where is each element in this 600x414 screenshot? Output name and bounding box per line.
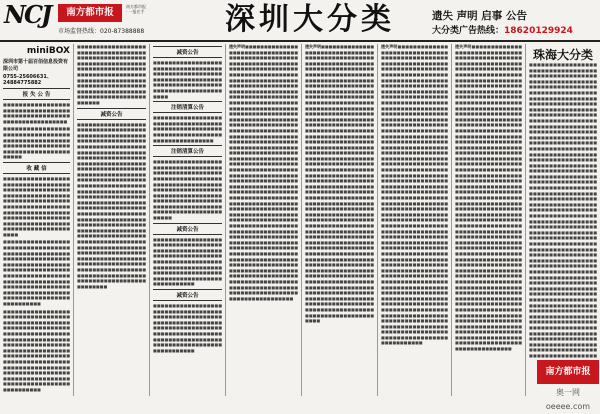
section-heading-liquidation: 注销清算公告 (153, 101, 222, 113)
item-heading-lost: 遗失声明 (455, 44, 472, 49)
column-text: ■■■■■■■■■■■■■■■■■■■■■■■■■■■■■■■■■■■■■■■■■■■■■■■■■■■■■■■■■■■■■■■■■■■■■■■■■■■■■■■■■■■■■■■■■■■■■■■■■■■■■■■■■■■■■■■■■■■■■■■■■■■■■■■■■■■■■■■■■■■■■■■■■■■■■■■■■■■■■■■■■■■■■■■■■■■■■■■■■■■■■■■■■ (153, 159, 222, 221)
column-2 (74, 44, 150, 396)
section-heading-capital-reduction: 减资公告 (153, 46, 222, 58)
section-heading-collect: 收 藏 信 (3, 162, 70, 174)
column-3 (150, 44, 226, 396)
column-zhuhai (526, 62, 600, 358)
column-text: ■■■■■■■■■■■■■■■■■■■■■■■■■■■■■■■■■■■■■■■■■■■■■■■■■■■■■■■■■■■■■■■■■■■■■■■■■■■■■■■■■■■■■■■■ (153, 115, 222, 143)
column-1 (0, 44, 74, 396)
column-text: 遗失声明■■■■■■■■■■■■■■■■■■■■■■■■■■■■■■■■■■■■■■■■■■■■■■■■■■■■■■■■■■■■■■■■■■■■■■■■■■■■■■■■■■■■■■■■■■■■■■■■■■■■■■■■■■■■■■■■■■■■■■■■■■■■■■■■■■■■■■■■■■■■■■■■■■■■■■■■■■■■■■■■■■■■■■■■■■■■■■■■■■■■■■■■■■■■■■■■■■■■■■■■■■■■■■■■■■■■■■■■■■■■■■■■■■■■■■■■■■■■■■■■■■■■■■■■■■■■■■■■■■■■■■■■■■■■■■■■■■■■■■■■■■■■■■■■■■■■■■■■■■■■■■■■■■■■■■■■■■■■■■■■■■■■■■■■■■■■■■■■■■■■■■■■■■■■■■■■■■■■■■■■■■■■■■■■■■■■■■■■■■■■■■■■■■■■■■■■■■■■■■■■■■■■■■■■■■■■■■■■■■■■■■■■■■■■■■■■■■■■■■■■■■■■■■■■■■■■■■■■■■■■■■■■■■■■■■■■■■■■■■■■■■■■■■■■■■■■■■■■■■■■■■■■■■■■■■■■■■■■■■■■■■■■■■■■■■■■■■■■■■■■■■■■■■■■■■■■■■■■■■■■■■■■■■■■■■■■■■■■■■■■■■■■■■■■■■■■■■■■■■■■■■■■■■■■■■■■■■■■■■■■■■■■■■■■■■■■■■■■■■■■■■■■■■■■■■■■■■■■■■■■■■■■■■■■■■■■■■■■■■■■■■■■■■■■■■■■■■■■■■■■■■■■■■■■■■■■■■■■■■■■■■■■■■■■■■■■■■■■■■■■■■■■■■■■■■■■■■■■■■■■■■■■■■■■■■■■■■■■■■■■■■■■■■■■■■■■■■■■■■■■■■■■■■■■■■■■■■■■■■■■■■■■■■■■■■■■■■■■■■■■■■■■■■■■■■■■■■■■■■■■■■■■■■■■■■■■■■■■■■■■■■ (305, 44, 375, 324)
newspaper-slogan: 南方都市报 · 一报在手 (126, 4, 146, 14)
section-heading-capital-reduction: 减资公告 (77, 108, 146, 120)
column-4 (226, 44, 302, 396)
section-heading-liquidation-2: 注销清算公告 (153, 145, 222, 157)
column-text: ■■■■■■■■■■■■■■■■■■■■■■■■■■■■■■■■■■■■■■■■■■■■■■■■■■■■■■■■■■■■■■■■■■■■■■■■■■■■■■■■■■■■■■■■■■■■■■■■■■■■■■■■■■■■■■■■ (153, 60, 222, 99)
masthead (0, 0, 600, 42)
newspaper-name-badge: 南方都市报 (58, 4, 122, 22)
column-text: ■■■■■■■■■■■■■■■■■■■■■■■■■■■■■■■■■■■■■■■■■■■■■■■■■■■■■■■■■■■■■■■■■■■■■■■■■■■■■■■■■■■■■■■■■■■■■■■■■■■■■■■■■■■■■■■■■■■■■■■■■■■■■■■■■■■■■■■■■■■■■■■■■■■■■■■■■■■■■■■■■■■■■■■■■■■■■■ ■■■■■■■■■■■■■■■■■■■■■■■■■■■■■■■■■■■■■■■■■■■■■■■■■■■■■■■■■■■■■■■■■■■■■■■■■■■■■■■■■■■■■■■■■■■■■■■■■■■■■■■■■■■■■■■■■■■■■■■■■■■■■■■■■■■■■■■■■■■■■■■■■■■■■■■■■■■■■■■■■■■■■■■■■■■■■■■■■■■■■■■■■■■■■■■■■■■■■ ■■■■■■■■■■■■■■■■■■■■■■■■■■■■■■■■■■■■■■■■■■■■■■■■■■■■■■■■■■■■■■■■■■■■■■■■■■■■■■■■■■■■■■■■■■■■■■■■■■■■■■■■■■■■■■■■■■■■■■■■■■■■■■■■■■■■■■■■■■■■■■■■■■■■■■■■■■■■■■■■■■■■■■■■■■■■■■■■■■■■■■■■■■■■■■■■■■■■■■■■■■■■■■■■■■■■■■■■■■■■■■■■■■■■■■■■■■■■■■■■■■■■■■■■ (3, 175, 70, 392)
column-text: ■■■■■■■■■■■■■■■■■■■■■■■■■■■■■■■■■■■■■■■■■■■■■■■■■■■■■■■■■■■■■■■■■■■■■■■■■■■■■■■■■■■■■■■■■■■■■■■■■■■■■■■■■■■■■■■■■■■■■■■■■■■■■■■■■■■■■■■■■■■■■■■■■■■■■■■■■■■■■■■■■■■■■■■■■■■■■■■■■■■■■■■■■■ (77, 44, 146, 105)
minibox-label: miniBOX (26, 46, 70, 56)
column-text: ■■■■■■■■■■■■■■■■■■■■■■■■■■■■■■■■■■■■■■■■■■■■■■■■■■■■■■■■■■■■■■■■■■■■■■■■■■■■■■■■■■■■■■■■■■■■■■■■■■■■■■■■■■■■■■■■■■■■■■■■■■■■■■■■■■■■■■■■■■■■■■■■■■■■■■■■■■■ (153, 236, 222, 287)
supervision-hotline: 市场监督热线：020-87388888 (58, 28, 145, 35)
newspaper-logo-mark: NCJ (4, 0, 51, 29)
company-phone: 0755-25606631、24884775882 (3, 74, 52, 86)
notice-types: 遗失 声明 启事 公告 (432, 10, 527, 22)
ad-hotline (432, 23, 597, 36)
section-heading-lost: 报 失 公 告 (3, 88, 70, 100)
column-5 (302, 44, 378, 396)
column-6 (378, 44, 452, 396)
column-text: 遗失声明■■■■■■■■■■■■■■■■■■■■■■■■■■■■■■■■■■■■■■■■■■■■■■■■■■■■■■■■■■■■■■■■■■■■■■■■■■■■■■■■■■■■■■■■■■■■■■■■■■■■■■■■■■■■■■■■■■■■■■■■■■■■■■■■■■■■■■■■■■■■■■■■■■■■■■■■■■■■■■■■■■■■■■■■■■■■■■■■■■■■■■■■■■■■■■■■■■■■■■■■■■■■■■■■■■■■■■■■■■■■■■■■■■■■■■■■■■■■■■■■■■■■■■■■■■■■■■■■■■■■■■■■■■■■■■■■■■■■■■■■■■■■■■■■■■■■■■■■■■■■■■■■■■■■■■■■■■■■■■■■■■■■■■■■■■■■■■■■■■■■■■■■■■■■■■■■■■■■■■■■■■■■■■■■■■■■■■■■■■■■■■■■■■■■■■■■■■■■■■■■■■■■■■■■■■■■■■■■■■■■■■■■■■■■■■■■■■■■■■■■■■■■■■■■■■■■■■■■■■■■■■■■■■■■■■■■■■■■■■■■■■■■■■■■■■■■■■■■■■■■■■■■■■■■■■■■■■■■■■■■■■■■■■■■■■■■■■■■■■■■■■■■■■■■■■■■■■■■■■■■■■■■■■■■■■■■■■■■■■■■■■■■■■■■■■■■■■■■■■■■■■■■■■■■■■■■■■■■■■■■■■■■■■■■■■■■■■■■■■■■■■■■■■■■■■■■■■■■■■■■■■■■■■■■■■■■■■■■■■■■■■■■■■■■■■■■■■■■■■■■■■■■■■■■■■■■■■■■■■■■■■■■■■■■■■■■■■■■■■■■■■■■■■■■■■■■■■■■■■■■■■■■■■■■■■■■■■■■■■■■■■■■■■■■■■■■■■■■■■■■■■■■■■■■■■■■■■■■■■■■■■■■■■■■■■■■■■■■■■■■■■■■■■■■■■■■■■■■■■■■■■■■■■■■■■■■■■■■■■■■■■■■■■■■■■■■■■■■■■■■■■■■■■■■■■■■■■■■■■■■■■■■■■■■■ (455, 44, 522, 352)
column-text: ■■■■■■■■■■■■■■■■■■■■■■■■■■■■■■■■■■■■■■■■■■■■■■■■■■■■■■■■■■■■■■■■■■■■ ■■■■■■■■■■■■■■■■■■■■■■■■■■■■■■■■■■■■■■■■■■■■■■■■■■■■■■■■■■■■■■■■■■■■■■■■■■■■■■■■■■■■■■■■■■ (3, 102, 70, 160)
column-text: 遗失声明■■■■■■■■■■■■■■■■■■■■■■■■■■■■■■■■■■■■■■■■■■■■■■■■■■■■■■■■■■■■■■■■■■■■■■■■■■■■■■■■■■■■■■■■■■■■■■■■■■■■■■■■■■■■■■■■■■■■■■■■■■■■■■■■■■■■■■■■■■■■■■■■■■■■■■■■■■■■■■■■■■■■■■■■■■■■■■■■■■■■■■■■■■■■■■■■■■■■■■■■■■■■■■■■■■■■■■■■■■■■■■■■■■■■■■■■■■■■■■■■■■■■■■■■■■■■■■■■■■■■■■■■■■■■■■■■■■■■■■■■■■■■■■■■■■■■■■■■■■■■■■■■■■■■■■■■■■■■■■■■■■■■■■■■■■■■■■■■■■■■■■■■■■■■■■■■■■■■■■■■■■■■■■■■■■■■■■■■■■■■■■■■■■■■■■■■■■■■■■■■■■■■■■■■■■■■■■■■■■■■■■■■■■■■■■■■■■■■■■■■■■■■■■■■■■■■■■■■■■■■■■■■■■■■■■■■■■■■■■■■■■■■■■■■■■■■■■■■■■■■■■■■■■■■■■■■■■■■■■■■■■■■■■■■■■■■■■■■■■■■■■■■■■■■■■■■■■■■■■■■■■■■■■■■■■■■■■■■■■■■■■■■■■■■■■■■■■■■■■■■■■■■■■■■■■■■■■■■■■■■■■■■■■■■■■■■■■■■■■■■■■■■■■■■■■■■■■■■■■■■■■■■■■■■■■■■■■■■■■■■■■■■■■■■■■■■■■■■■■■■■■■■■■■■■■■■■■■■■■■■■■■■■■■■■■■■■■■■■■■■■■■■■■■■■■■■■■■■■■■■■■■■■■■■■■■■■■■■■■■■■■■■■■■■■■■■■■■■■■■■■■■■■■■■■■■■■■■■■■■■■■■■■■■■■■■■■■■■■■■■■■■■■■■■■■■■■■■■■■■■■■■■■■■■■■■■■■■■■■■■■■■■■■■■■■■■■■■■■■■■■■■■■■■■ (381, 44, 448, 346)
column-7 (452, 44, 526, 396)
zhuhai-section-title: 珠海大分类 (532, 48, 593, 62)
watermark: 奥一网 oeeee.com (545, 388, 591, 411)
column-text: ■■■■■■■■■■■■■■■■■■■■■■■■■■■■■■■■■■■■■■■■■■■■■■■■■■■■■■■■■■■■■■■■■■■■■■■■■■■■■■■■■■■■■■■■■■■■■■■■■■■■■■■■■■■■■■■■■■■■■■■■■■■■■■■■■■■■■■■■■■■■■■■■■■■■■■■■■■■■■■■■■■■■■■■■■■■■■■■■■■■■■■■■■■■■■■■■■■■■■■■■■■■■■■■■■■■■■■■■■■■■■■■■■■■■■■■■■■■■■■■■■■■■■■■■■■■■■■■■■■■■■■■■■■■■■■■■■■■■■■■■■■■■■■■■■■■■■■■■■■■■■■■■■■■■■■■■■■■■■■■■■■■■■■■■■■■■■■■■■■■■■■■■■■■■■■■■■■■■■■■■■■■■■■■■■■■■■■■■■■■■■■■■■■■■■■■■■■■■■■■■■■■■■■■■■■■■■■■■■■■■■■■■■■■■■■■■■■■■■■■■■■■■■■■■■■■■■■■■■■■■■■■■■■■■■■■■■■■■■■■■■■■■■■■■■■■■■■■■■■■■■■■■■■■■■■■■■■■■■■■■■■■■■■■■■■■■■■■■■■■■■■■■■■■■■■■■■■■■■■■■■■■■■■■■■■■■■■■■■■■■■■■■■■■■■■■■■■■■■■■■■■■■■■■■■■■■■■■■■■■■■■■■■■■■■■■■■■■■■■■■■■■■■■■■■■■■■■■■■■■■■■■■■■■■■■■■■■■■■■■■■■■■■■■■■■■■■■■■■■■■■■■■■■■■■■■■■■■■■■■■■■■■■■■■■■■■■■■■■■■■■■■■■■■■■■■■■■■■■■■■■■■■■■■■■■■■■■■■■■■■■■■■■■■■■■■■■■■■■■■■■■■■■■■■■■■■■■■■■■■■■■■■■■■■■■■■■■■■■■■■■■■■■■■■■■■■■■■■■■■■■■■■■■■■■■■■■■■■■■■■■■■■■■■■■■■■■■■■■■■■■ (529, 62, 597, 358)
column-text: 遗失声明■■■■■■■■■■■■■■■■■■■■■■■■■■■■■■■■■■■■■■■■■■■■■■■■■■■■■■■■■■■■■■■■■■■■■■■■■■■■■■■■■■■■■■■■■■■■■■■■■■■■■■■■■■■■■■■■■■■■■■■■■■■■■■■■■■■■■■■■■■■■■■■■■■■■■■■■■■■■■■■■■■■■■■■■■■■■■■■■■■■■■■■■■■■■■■■■■■■■■■■■■■■■■■■■■■■■■■■■■■■■■■■■■■■■■■■■■■■■■■■■■■■■■■■■■■■■■■■■■■■■■■■■■■■■■■■■■■■■■■■■■■■■■■■■■■■■■■■■■■■■■■■■■■■■■■■■■■■■■■■■■■■■■■■■■■■■■■■■■■■■■■■■■■■■■■■■■■■■■■■■■■■■■■■■■■■■■■■■■■■■■■■■■■■■■■■■■■■■■■■■■■■■■■■■■■■■■■■■■■■■■■■■■■■■■■■■■■■■■■■■■■■■■■■■■■■■■■■■■■■■■■■■■■■■■■■■■■■■■■■■■■■■■■■■■■■■■■■■■■■■■■■■■■■■■■■■■■■■■■■■■■■■■■■■■■■■■■■■■■■■■■■■■■■■■■■■■■■■■■■■■■■■■■■■■■■■■■■■■■■■■■■■■■■■■■■■■■■■■■■■■■■■■■■■■■■■■■■■■■■■■■■■■■■■■■■■■■■■■■■■■■■■■■■■■■■■■■■■■■■■■■■■■■■■■■■■■■■■■■■■■■■■■■■■■■■■■■■■■■■■■■■■■■■■■■■■■■■■■■■■■■■■■■■■■■■■■■■■■■■■■■■■■■■■■■■■■■■■■■■■■■■■■■■■■■■■■■■■■■■■■■■■■■■■■■■■■■■■■■■■■■■■■■■■■■■■■■■■■■■■■■■ (229, 44, 299, 301)
page-title: 深圳大分类 (225, 2, 395, 37)
item-heading-lost: 遗失声明 (305, 44, 322, 49)
ad-hotline-label: 大分类广告热线： (432, 26, 505, 36)
item-heading-lost: 遗失声明 (381, 44, 398, 49)
company-name: 深圳市第十届百佰信息投资有限公司 (3, 59, 69, 72)
item-heading-lost: 遗失声明 (229, 44, 246, 49)
column-text: ■■■■■■■■■■■■■■■■■■■■■■■■■■■■■■■■■■■■■■■■■■■■■■■■■■■■■■■■■■■■■■■■■■■■■■■■■■■■■■■■■■■■■■■■■■■■■■■■■■■■■■■■■■■■■■■■■■■■■■■■■■■■■■■■■■■■■■■■■■■■■■■■■■■■■■■■■■■ (153, 303, 222, 353)
ad-hotline-number: 18620129924 (504, 26, 573, 36)
section-heading-capital-reduction-3: 减资公告 (153, 289, 222, 301)
section-heading-capital-reduction-2: 减资公告 (153, 223, 222, 235)
footer-newspaper-badge: 南方都市报 (537, 360, 599, 384)
column-text: ■■■■■■■■■■■■■■■■■■■■■■■■■■■■■■■■■■■■■■■■■■■■■■■■■■■■■■■■■■■■■■■■■■■■■■■■■■■■■■■■■■■■■■■■■■■■■■■■■■■■■■■■■■■■■■■■■■■■■■■■■■■■■■■■■■■■■■■■■■■■■■■■■■■■■■■■■■■■■■■■■■■■■■■■■■■■■■■■■■■■■■■■■■■■■■■■■■■■■■■■■■■■■■■■■■■■■■■■■■■■■■■■■■■■■■■■■■■■■■■■■■■■■■■■■■■■■■■■■■■■■■■■■■■■■■■■■■■■■■■■■■■■■■■■■■■■■■■■■■■■■■■■■■■■■■■■■■■■■■■■■■■■■■■■■■■■■■■■■■■■■■■■■■■■■■■■■■■■■■■■■■■■■■■■■■■■■■■■■■■■■■■■■■■■■■■■■■■■■■■■■■■■■■■■■■■■■■■■■■■■■■■■■■■■■■■■■■■■■■■■■■■■■■■■■■■■■■■■■■■■■■■■■■■■■■■■■■■■■■■■■■■■■■■■■■■■■■■■■■■■■■■■■■■■■■■■■■■■■■■■■■■■■■■■■■ (77, 121, 146, 289)
